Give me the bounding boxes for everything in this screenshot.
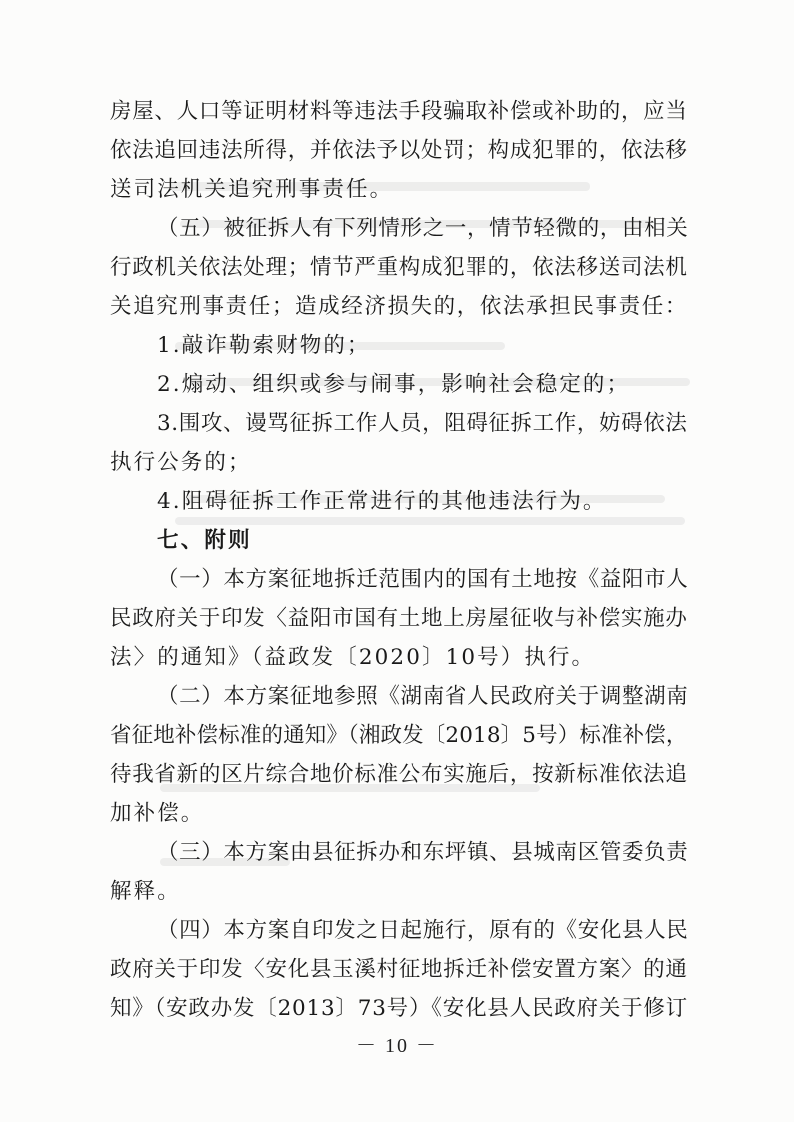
- text-line: 依法追回违法所得，并依法予以处罚；构成犯罪的，依法移: [110, 138, 688, 163]
- page-number: － 10 －: [356, 1035, 438, 1057]
- text-line: （五）被征拆人有下列情形之一，情节轻微的，由相关: [157, 216, 689, 241]
- text-line: 知》（安政办发〔2013〕73号）《安化县人民政府关于修订: [110, 996, 688, 1021]
- text-line: 解释。: [110, 879, 181, 904]
- text-line: 行政机关依法处理；情节严重构成犯罪的，依法移送司法机: [110, 255, 688, 280]
- text-line: 执行公务的；: [110, 450, 252, 475]
- text-line: 民政府关于印发〈益阳市国有土地上房屋征收与补偿实施办: [110, 606, 688, 631]
- text-line: （二）本方案征地参照《湖南省人民政府关于调整湖南: [157, 684, 689, 709]
- text-line: 政府关于印发〈安化县玉溪村征地拆迁补偿安置方案〉的通: [110, 957, 688, 982]
- section-heading: 七、附则: [157, 528, 252, 553]
- text-line: （四）本方案自印发之日起施行，原有的《安化县人民: [157, 918, 689, 943]
- list-item: 1.敲诈勒索财物的；: [157, 333, 371, 358]
- text-line: （一）本方案征地拆迁范围内的国有土地按《益阳市人: [157, 567, 689, 592]
- text-line: 省征地补偿标准的通知》（湘政发〔2018〕5号）标准补偿，: [110, 723, 688, 748]
- text-line: 待我省新的区片综合地价标准公布实施后，按新标准依法追: [110, 762, 688, 787]
- text-line: 加补偿。: [110, 801, 205, 826]
- list-item: 4.阻碍征拆工作正常进行的其他违法行为。: [157, 489, 607, 514]
- text-line: 房屋、人口等证明材料等违法手段骗取补偿或补助的，应当: [110, 99, 688, 124]
- text-line: 送司法机关追究刑事责任。: [110, 177, 394, 202]
- list-item: 3.围攻、谩骂征拆工作人员，阻碍征拆工作，妨碍依法: [157, 411, 688, 436]
- list-item: 2.煽动、组织或参与闹事，影响社会稳定的；: [157, 372, 631, 397]
- text-line: 关追究刑事责任；造成经济损失的，依法承担民事责任：: [110, 294, 689, 319]
- text-line: 法〉的通知》（益政发〔2020〕10号）执行。: [110, 645, 596, 670]
- text-line: （三）本方案由县征拆办和东坪镇、县城南区管委负责: [157, 840, 689, 865]
